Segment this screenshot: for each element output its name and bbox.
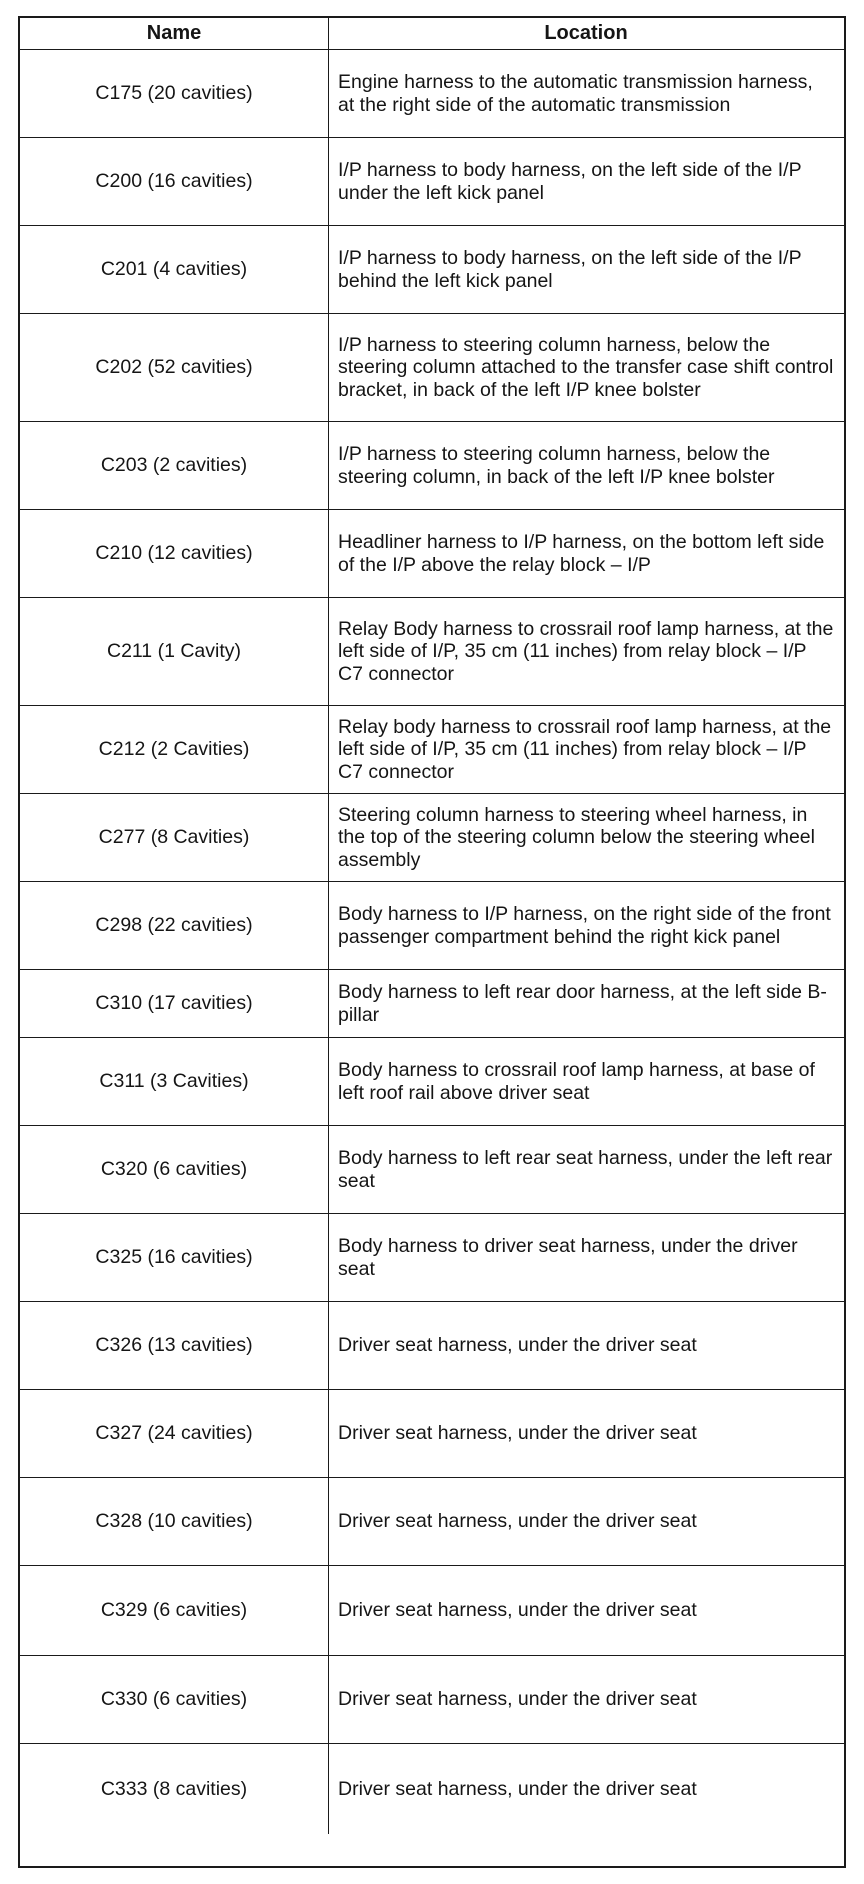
- connector-name-cell: C200 (16 cavities): [20, 138, 329, 225]
- connector-location-cell: Body harness to driver seat harness, under the driver seat: [338, 1235, 798, 1280]
- connector-name-cell: C328 (10 cavities): [20, 1478, 329, 1565]
- connector-name-cell: C327 (24 cavities): [20, 1390, 329, 1477]
- table-row: [20, 1390, 844, 1478]
- table-row: [20, 882, 844, 970]
- table-row: [20, 226, 844, 314]
- connector-name-cell: C329 (6 cavities): [20, 1566, 329, 1655]
- table-row: [20, 1214, 844, 1302]
- connector-location-cell: Steering column harness to steering wheel harness, in the top of the steering column below the steering wheel assembly: [338, 803, 815, 871]
- connector-name-cell: C212 (2 Cavities): [20, 706, 329, 793]
- table-row: [20, 1656, 844, 1744]
- connector-name-cell: C333 (8 cavities): [20, 1744, 329, 1834]
- table-row: [20, 50, 844, 138]
- table-row: [20, 794, 844, 882]
- connector-location-cell: Relay body harness to crossrail roof lamp harness, at the left side of I/P, 35 cm (11 inches) from relay block – I/P C7 connector: [338, 715, 832, 783]
- column-header-location: Location: [544, 22, 628, 45]
- table-row: [20, 510, 844, 598]
- connector-name-cell: C203 (2 cavities): [20, 422, 329, 509]
- table-row: [20, 1478, 844, 1566]
- table-grid: [20, 18, 844, 1866]
- connector-name-cell: C175 (20 cavities): [20, 50, 329, 137]
- table-row: [20, 598, 844, 706]
- connector-location-cell: Driver seat harness, under the driver seat: [338, 1777, 697, 1800]
- table-row: [20, 1126, 844, 1214]
- connector-name-cell: C330 (6 cavities): [20, 1656, 329, 1743]
- table-row: [20, 970, 844, 1038]
- connector-location-cell: I/P harness to body harness, on the left side of the I/P under the left kick panel: [338, 159, 802, 204]
- table-row: [20, 422, 844, 510]
- column-header-name: Name: [20, 18, 329, 49]
- connector-name-cell: C277 (8 Cavities): [20, 794, 329, 881]
- connector-location-cell: Driver seat harness, under the driver seat: [338, 1510, 697, 1533]
- table-row: [20, 1566, 844, 1656]
- connector-location-cell: Headliner harness to I/P harness, on the bottom left side of the I/P above the relay block – I/P: [338, 531, 825, 576]
- connector-name-cell: C201 (4 cavities): [20, 226, 329, 313]
- connector-location-cell: Driver seat harness, under the driver seat: [338, 1422, 697, 1445]
- connector-location-cell: Engine harness to the automatic transmission harness, at the right side of the automatic transmission: [338, 71, 813, 116]
- table-row: [20, 314, 844, 422]
- connector-location-cell: Driver seat harness, under the driver seat: [338, 1688, 697, 1711]
- connector-location-cell: I/P harness to steering column harness, below the steering column attached to the transfer case shift control bracket, in back of the left I/P knee bolster: [338, 333, 834, 401]
- connector-location-cell: Driver seat harness, under the driver seat: [338, 1599, 697, 1622]
- connector-name-cell: C326 (13 cavities): [20, 1302, 329, 1389]
- connector-name-cell: C210 (12 cavities): [20, 510, 329, 597]
- connector-location-cell: Body harness to crossrail roof lamp harness, at base of left roof rail above driver seat: [338, 1059, 815, 1104]
- table-row: [20, 706, 844, 794]
- connector-location-cell: Driver seat harness, under the driver seat: [338, 1334, 697, 1357]
- connector-name-cell: C211 (1 Cavity): [20, 598, 329, 705]
- connector-name-cell: C320 (6 cavities): [20, 1126, 329, 1213]
- connector-location-cell: I/P harness to body harness, on the left side of the I/P behind the left kick panel: [338, 247, 802, 292]
- connector-location-cell: I/P harness to steering column harness, below the steering column, in back of the left I/P knee bolster: [338, 443, 775, 488]
- connector-location-cell: Relay Body harness to crossrail roof lamp harness, at the left side of I/P, 35 cm (11 inches) from relay block – I/P C7 connector: [338, 617, 834, 685]
- connector-location-cell: Body harness to left rear door harness, at the left side B-pillar: [338, 981, 827, 1026]
- table-header-row: [20, 18, 844, 50]
- table-row: [20, 138, 844, 226]
- connector-location-cell: Body harness to I/P harness, on the right side of the front passenger compartment behind the right kick panel: [338, 903, 831, 948]
- connector-name-cell: C298 (22 cavities): [20, 882, 329, 969]
- connector-location-table: [18, 16, 846, 1868]
- connector-name-cell: C202 (52 cavities): [20, 314, 329, 421]
- table-row: [20, 1038, 844, 1126]
- connector-name-cell: C325 (16 cavities): [20, 1214, 329, 1301]
- table-row: [20, 1744, 844, 1834]
- connector-location-cell: Body harness to left rear seat harness, under the left rear seat: [338, 1147, 833, 1192]
- connector-name-cell: C310 (17 cavities): [20, 970, 329, 1037]
- table-row: [20, 1302, 844, 1390]
- connector-name-cell: C311 (3 Cavities): [20, 1038, 329, 1125]
